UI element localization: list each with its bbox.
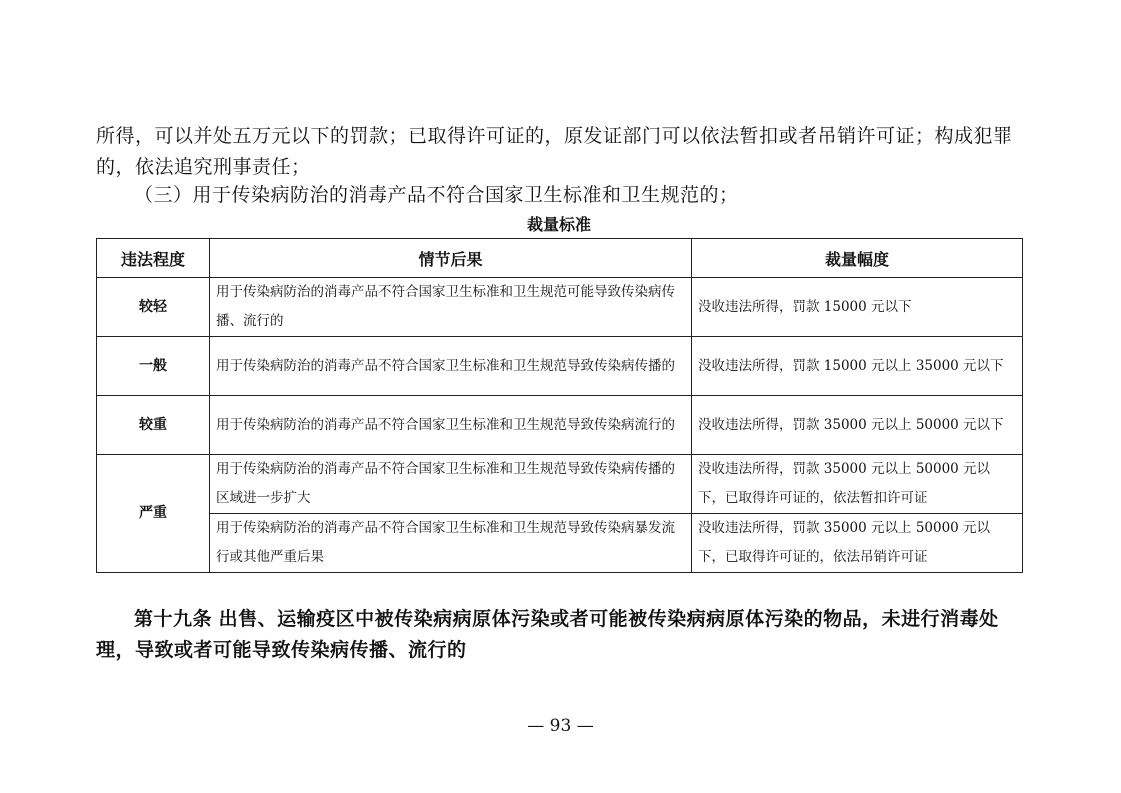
header-circumstance: 情节后果	[210, 239, 692, 278]
severity-cell: 一般	[97, 337, 210, 396]
table-row	[97, 514, 1023, 573]
circumstance-cell: 用于传染病防治的消毒产品不符合国家卫生标准和卫生规范导致传染病传播的	[210, 337, 692, 396]
article-text: 出售、运输疫区中被传染病病原体污染或者可能被传染病病原体污染的物品，未进行消毒处理，导致或者可能导致传染病传播、流行的	[96, 608, 999, 661]
table-row	[97, 396, 1023, 455]
article-nineteen	[96, 604, 1028, 666]
circumstance-cell: 用于传染病防治的消毒产品不符合国家卫生标准和卫生规范导致传染病暴发流行或其他严重后果	[210, 514, 692, 573]
header-severity: 违法程度	[97, 239, 210, 278]
body-paragraph-item-three: （三）用于传染病防治的消毒产品不符合国家卫生标准和卫生规范的；	[134, 184, 739, 206]
severity-cell: 较重	[97, 396, 210, 455]
circumstance-cell: 用于传染病防治的消毒产品不符合国家卫生标准和卫生规范可能导致传染病传播、流行的	[210, 278, 692, 337]
circumstance-cell: 用于传染病防治的消毒产品不符合国家卫生标准和卫生规范导致传染病传播的区域进一步扩大	[210, 455, 692, 514]
penalty-cell: 没收违法所得，罚款 35000 元以上 50000 元以下，已取得许可证的，依法吊销许可证	[692, 514, 1023, 573]
body-paragraph-continuation: 所得，可以并处五万元以下的罚款；已取得许可证的，原发证部门可以依法暂扣或者吊销许可证；构成犯罪的，依法追究刑事责任；	[96, 125, 1013, 178]
penalty-cell: 没收违法所得，罚款 15000 元以上 35000 元以下	[692, 337, 1023, 396]
penalty-cell: 没收违法所得，罚款 35000 元以上 50000 元以下	[692, 396, 1023, 455]
table-row	[97, 278, 1023, 337]
severity-cell: 严重	[97, 455, 210, 573]
table-header-row	[97, 239, 1023, 278]
penalty-cell: 没收违法所得，罚款 35000 元以上 50000 元以下，已取得许可证的，依法暂扣许可证	[692, 455, 1023, 514]
table-row	[97, 337, 1023, 396]
penalty-cell: 没收违法所得，罚款 15000 元以下	[692, 278, 1023, 337]
penalty-table	[96, 238, 1023, 573]
page-number: — 93 —	[527, 716, 594, 736]
circumstance-cell: 用于传染病防治的消毒产品不符合国家卫生标准和卫生规范导致传染病流行的	[210, 396, 692, 455]
header-penalty-range: 裁量幅度	[692, 239, 1023, 278]
table-title: 裁量标准	[526, 215, 591, 234]
severity-cell: 较轻	[97, 278, 210, 337]
article-number: 第十九条	[134, 608, 213, 630]
table-row	[97, 455, 1023, 514]
